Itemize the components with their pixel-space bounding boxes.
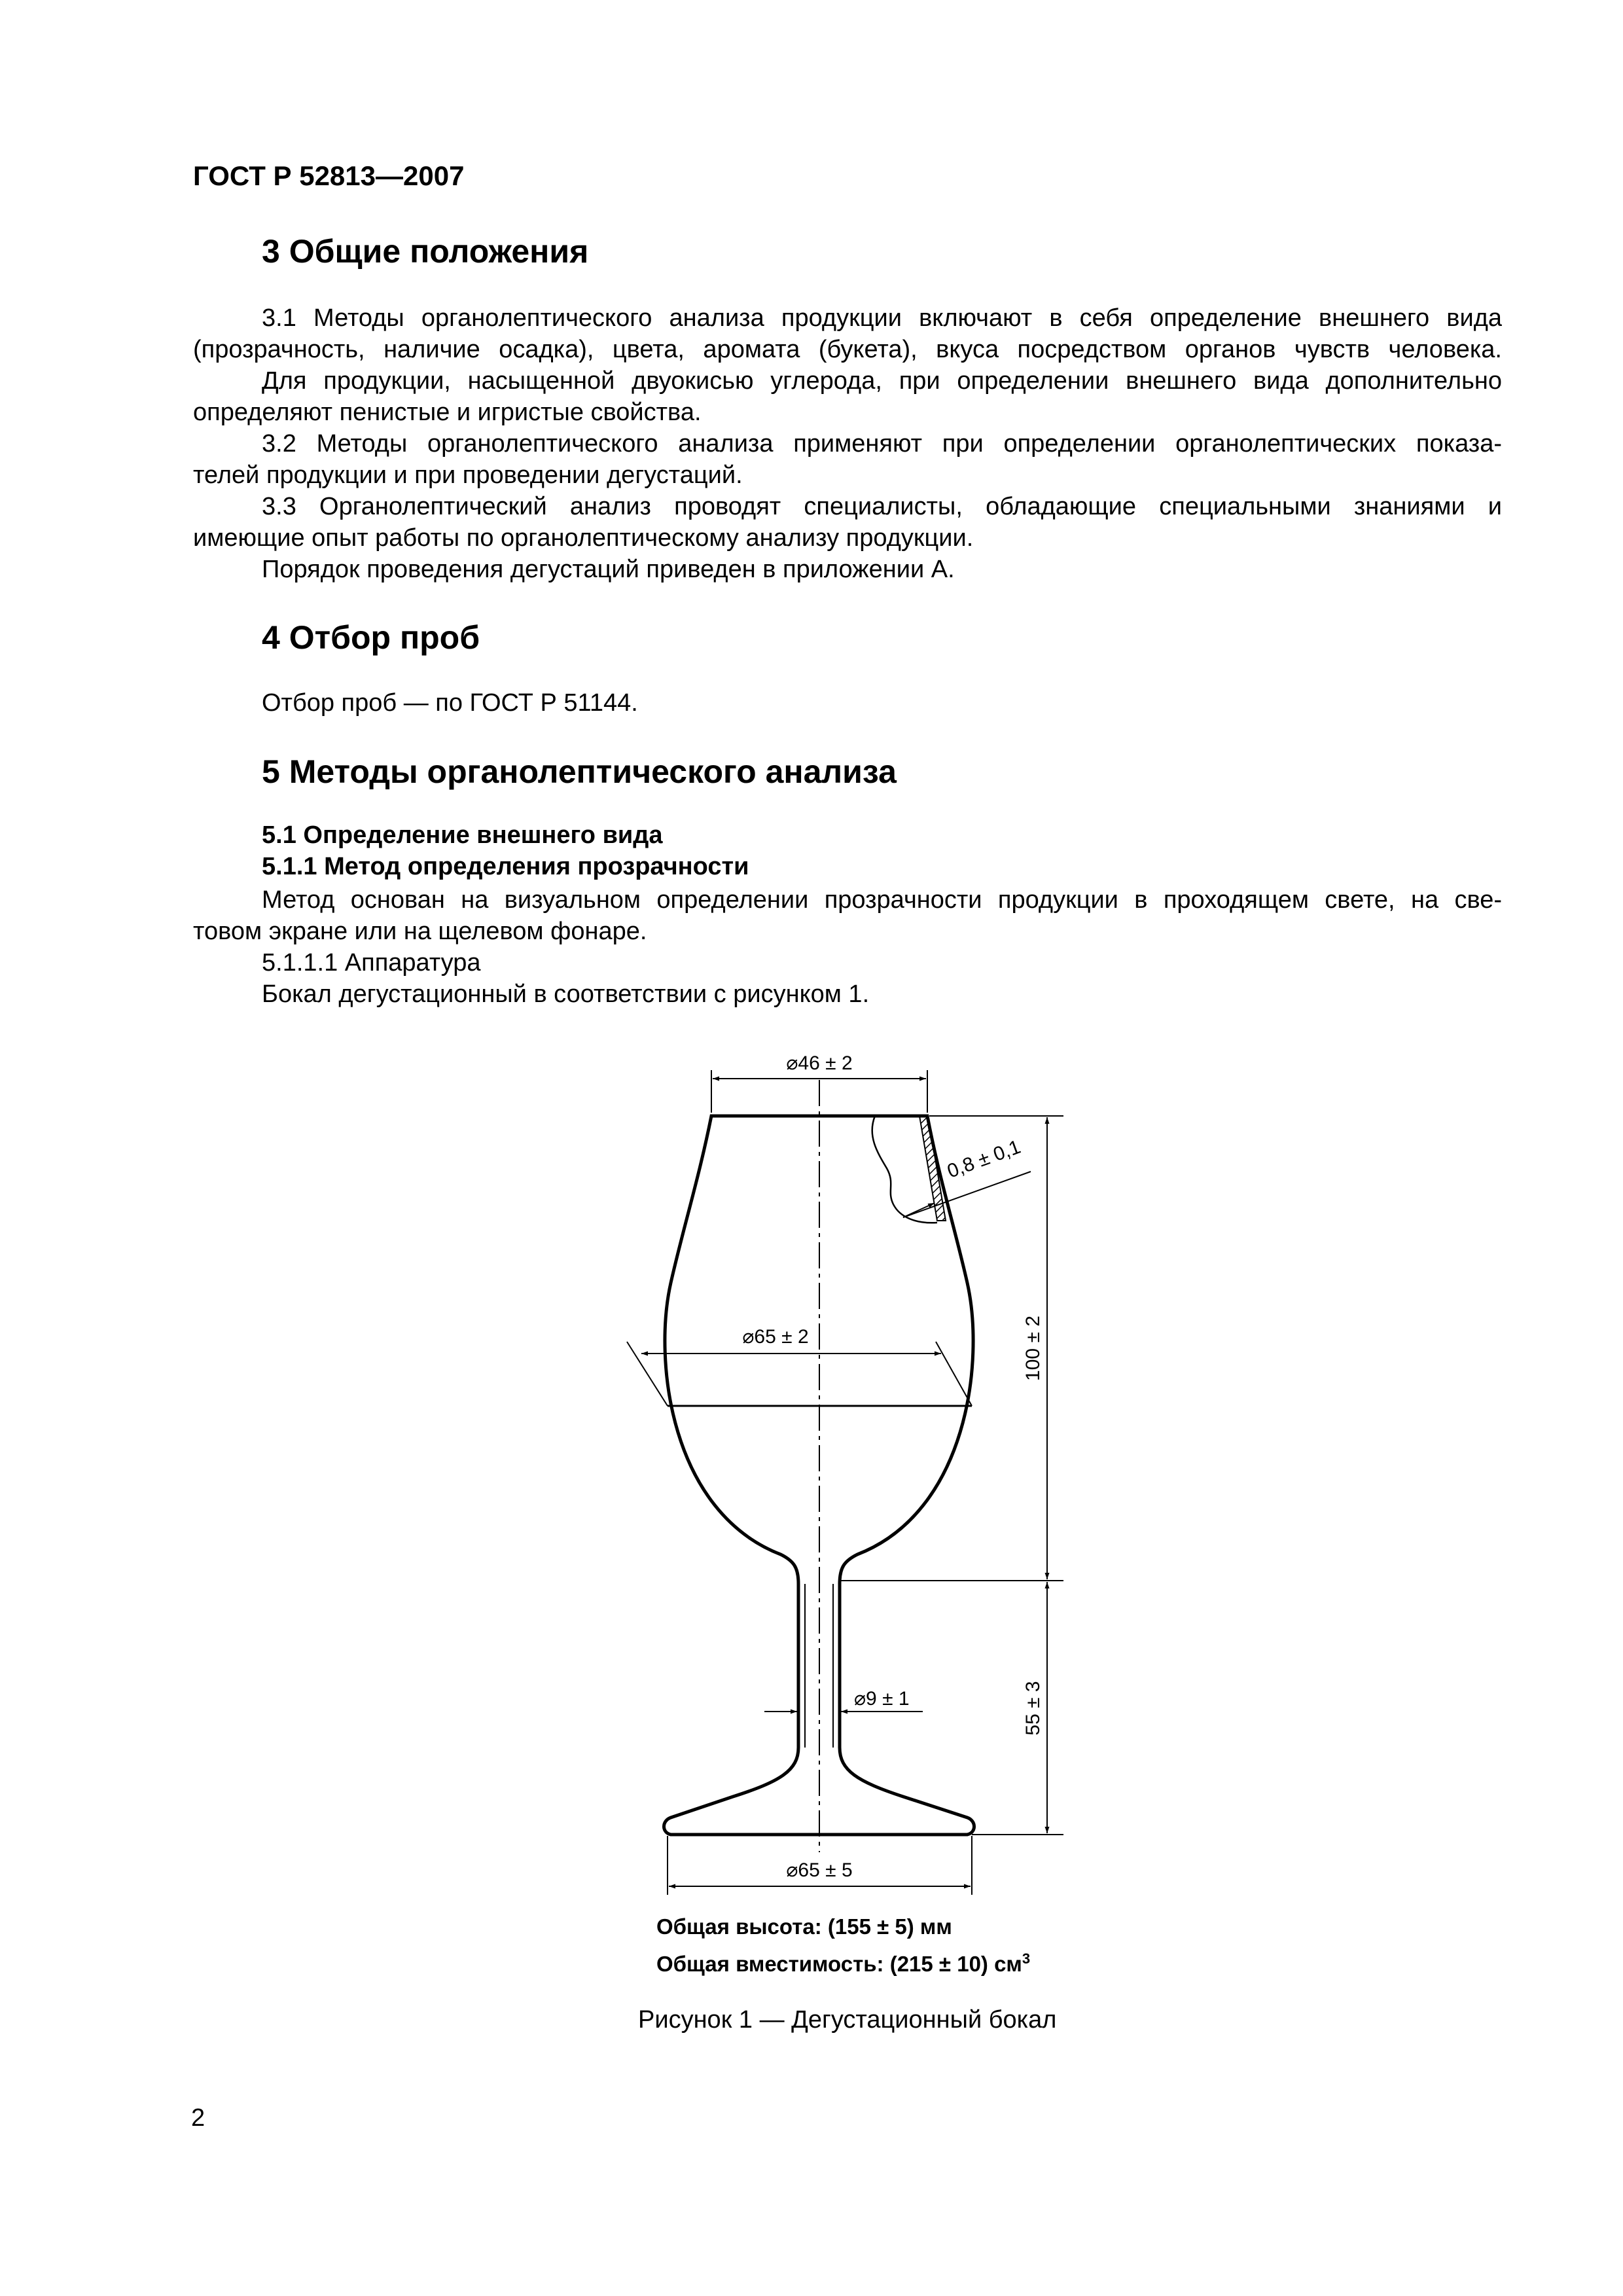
dim-bowl-label: ⌀65 ± 2 (742, 1326, 809, 1348)
dim-bowl-ext-right (936, 1342, 972, 1406)
figure-total-volume-text: Общая вместимость: (215 ± 10) см (656, 1952, 1022, 1976)
paragraph-method-line-2: товом экране или на щелевом фонаре. (193, 918, 647, 945)
paragraph-method-line-1: Метод основан на визуальном определении прозрачности продукции в проходящем свете, на све- (262, 886, 1502, 914)
dim-base-label: ⌀65 ± 5 (786, 1859, 853, 1881)
document-code: ГОСТ Р 52813—2007 (193, 160, 465, 191)
paragraph-tasting-order: Порядок проведения дегустаций приведен в приложении А. (262, 556, 955, 583)
dim-bowl-height-label: 100 ± 2 (1022, 1316, 1044, 1381)
paragraph-3-1-line-2: (прозрачность, наличие осадка), цвета, аромата (букета), вкуса посредством органов чувств человека. (193, 336, 1502, 363)
section-4-title: 4 Отбор проб (262, 619, 480, 656)
figure-total-height: Общая высота: (155 ± 5) мм (656, 1914, 952, 1939)
paragraph-apparatus-heading: 5.1.1.1 Аппаратура (262, 949, 481, 977)
page-number: 2 (191, 2104, 205, 2132)
paragraph-3-3-line-1: 3.3 Органолептический анализ проводят специалисты, обладающие специальными знаниями и (262, 493, 1502, 520)
subsection-5-1-title: 5.1 Определение внешнего вида (262, 821, 663, 849)
dim-stem-label: ⌀9 ± 1 (854, 1688, 910, 1710)
section-3-title: 3 Общие положения (262, 233, 589, 270)
paragraph-3-2-line-2: телей продукции и при проведении дегустаций. (193, 461, 743, 489)
paragraph-sampling: Отбор проб — по ГОСТ Р 51144. (262, 689, 638, 717)
subsection-5-1-1-title: 5.1.1 Метод определения прозрачности (262, 853, 749, 880)
paragraph-co2-line-2: определяют пенистые и игристые свойства. (193, 399, 702, 426)
figure-volume-unit-superscript: 3 (1022, 1950, 1031, 1967)
dim-stem-height-label: 55 ± 3 (1022, 1681, 1044, 1736)
section-5-title: 5 Методы органолептического анализа (262, 753, 897, 790)
paragraph-3-2-line-1: 3.2 Методы органолептического анализа применяют при определении органолептических показа- (262, 430, 1502, 457)
wall-section-hatch (919, 1116, 946, 1221)
paragraph-glass-reference: Бокал дегустационный в соответствии с рисунком 1. (262, 980, 870, 1008)
paragraph-3-1-line-1: 3.1 Методы органолептического анализа продукции включают в себя определение внешнего вида (262, 304, 1502, 332)
figure-total-volume (656, 1950, 1030, 1977)
paragraph-3-3-line-2: имеющие опыт работы по органолептическому анализу продукции. (193, 524, 974, 552)
dim-wall-label: 0,8 ± 0,1 (944, 1136, 1024, 1183)
figure-caption: Рисунок 1 — Дегустационный бокал (638, 2006, 1057, 2034)
paragraph-co2-line-1: Для продукции, насыщенной двуокисью углерода, при определении внешнего вида дополнительно (262, 367, 1502, 395)
dim-top-label: ⌀46 ± 2 (786, 1052, 853, 1074)
dim-bowl-ext-left (627, 1342, 668, 1406)
dim-wall-arrow (903, 1203, 935, 1217)
dim-wall-leader (903, 1172, 1031, 1217)
